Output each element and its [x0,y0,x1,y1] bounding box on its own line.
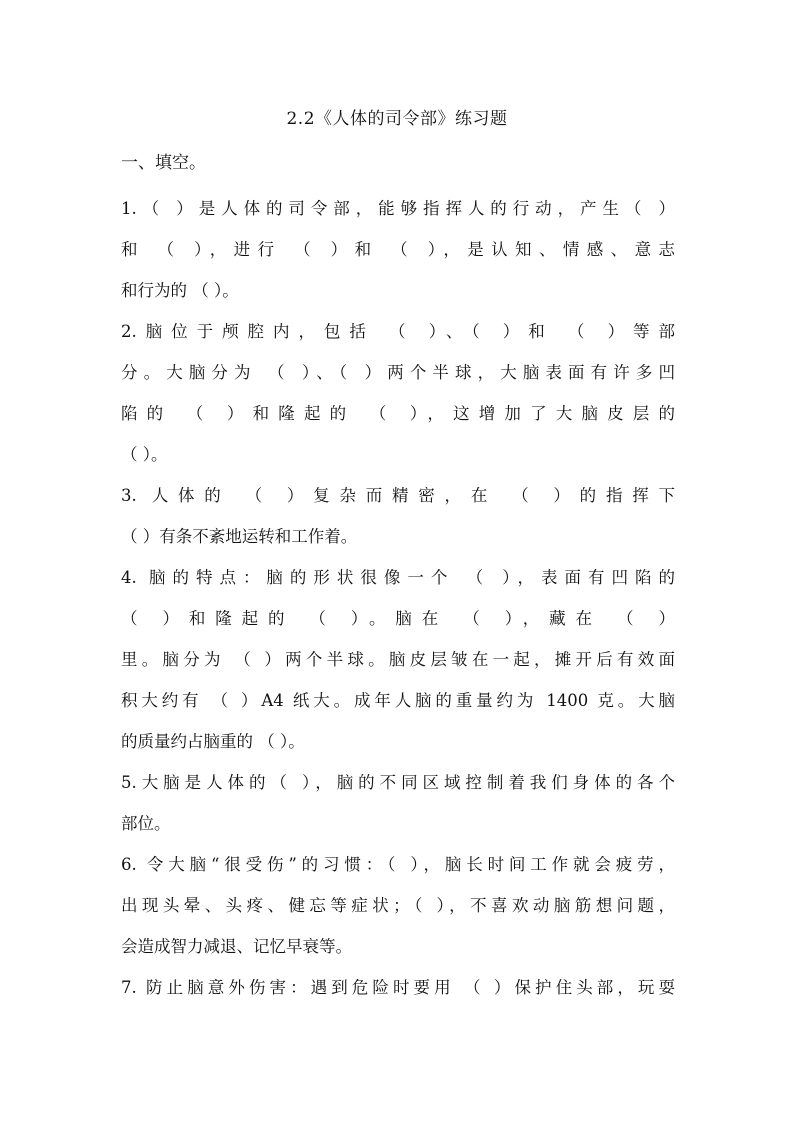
text-line: 7. 防止脑意外伤害：遇到危险时要用 （ ）保护住头部，玩耍 [121,978,675,997]
section-heading: 一、填空。 [121,153,206,173]
text-line: 和行为的 （ ）。 [121,281,239,300]
text-line: （ ）有条不紊地运转和工作着。 [121,527,358,546]
text-line: （ ）。 [121,445,168,464]
text-line: 2.脑位于颅腔内，包括 （ ）、（ ）和 （ ）等部 [121,322,675,341]
text-line: 1.（ ）是人体的司令部，能够指挥人的行动，产生（ ） [121,199,675,218]
text-line: 3. 人体的 （ ）复杂而精密，在 （ ）的指挥下 [121,486,675,505]
question-body [121,188,675,1008]
text-line: （ ）和隆起的 （ ）。脑在 （ ），藏在 （ ） [121,609,675,628]
text-line: 4. 脑的特点：脑的形状很像一个 （ ），表面有凹陷的 [121,568,675,587]
text-line: 6. 令大脑“很受伤”的习惯：（ ），脑长时间工作就会疲劳， [121,855,675,874]
text-line: 部位。 [121,814,171,833]
text-line: 出现头晕、头疼、健忘等症状；（ ），不喜欢动脑筋想问题， [121,896,675,915]
text-line: 5.大脑是人体的（ ），脑的不同区域控制着我们身体的各个 [121,773,675,792]
text-line: 的质量约占脑重的 （ ）。 [121,732,305,751]
text-line: 分。大脑分为 （ ）、（ ）两个半球，大脑表面有许多凹 [121,363,675,382]
text-line: 积大约有 （ ）A4 纸大。成年人脑的重量约为 1400 克。大脑 [121,691,675,710]
text-line: 和 （ ），进行 （ ）和 （ ），是认知、情感、意志 [121,240,675,259]
text-line: 会造成智力减退、记忆早衰等。 [121,937,352,956]
document-title: 2.2《人体的司令部》练习题 [286,109,508,129]
text-line: 里。脑分为 （ ）两个半球。脑皮层皱在一起，摊开后有效面 [121,650,675,669]
text-line: 陷的 （ ）和隆起的 （ ），这增加了大脑皮层的 [121,404,675,423]
